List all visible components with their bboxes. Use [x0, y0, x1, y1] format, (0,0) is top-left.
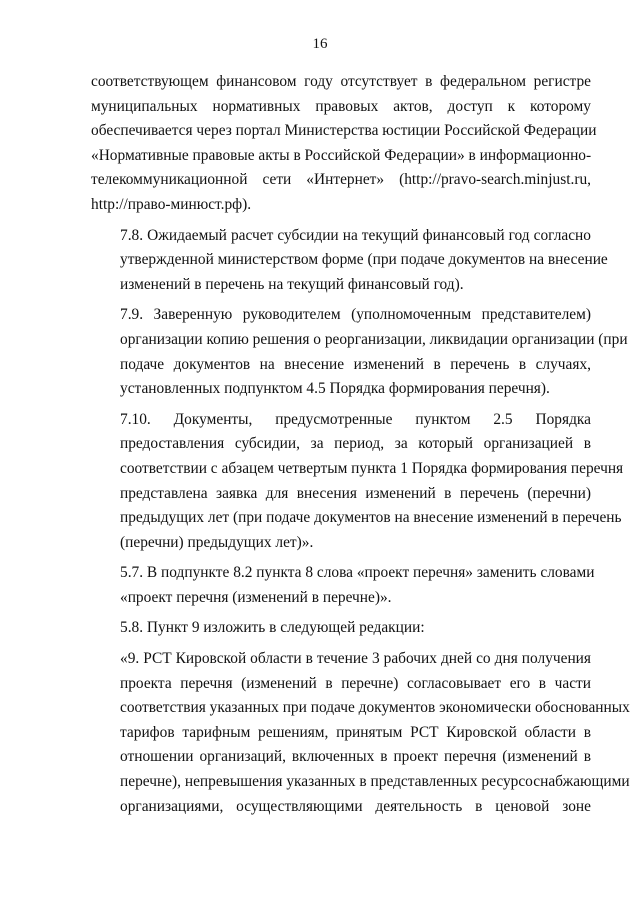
text-line: соответствии с абзацем четвертым пункта 1 Порядка формирования перечня: [120, 459, 624, 477]
text-line: 7.10. Документы, предусмотренные пунктом 2.5 Порядка: [120, 410, 591, 428]
text-line: обеспечивается через портал Министерства юстиции Российской Федерации: [91, 122, 597, 140]
text-line: перечне), непревышения указанных в представленных ресурсоснабжающими: [120, 773, 630, 791]
paragraph-7-9: [91, 303, 628, 401]
text-line: соответствующем финансовом году отсутствует в федеральном регистре: [91, 73, 591, 90]
text-line: предоставления субсидии, за период, за который организацией в: [120, 435, 591, 453]
text-line: организациями, осуществляющими деятельность в ценовой зоне: [120, 797, 591, 815]
text-line: «9. РСТ Кировской области в течение 3 рабочих дней со дня получения: [120, 650, 591, 668]
text-line: «Нормативные правовые акты в Российской Федерации» в информационно-: [91, 146, 592, 164]
text-line: утвержденной министерством форме (при подаче документов на внесение: [120, 251, 608, 269]
paragraph-7-10: [91, 408, 624, 556]
paragraph-5-7: [91, 561, 595, 610]
text-line: http://право-минюст.рф).: [91, 195, 252, 213]
text-line: тарифов тарифным решениям, принятым РСТ Кировской области в: [120, 723, 591, 741]
paragraph-9: [91, 647, 630, 819]
paragraph-registry-continuation: [91, 70, 597, 218]
text-line: предыдущих лет (при подаче документов на внесение изменений в перечень: [120, 509, 622, 527]
text-line: отношении организаций, включенных в проект перечня (изменений в: [120, 748, 591, 766]
text-line: «проект перечня (изменений в перечне)».: [120, 588, 392, 606]
text-line: муниципальных нормативных правовых актов, доступ к которому: [91, 97, 591, 115]
text-line: изменений в перечень на текущий финансовый год).: [120, 275, 464, 293]
text-line: организации копию решения о реорганизации, ликвидации организации (при: [120, 330, 628, 348]
text-line: соответствия указанных при подаче документов экономически обоснованных: [120, 699, 630, 717]
text-line: 7.8. Ожидаемый расчет субсидии на текущий финансовый год согласно: [120, 226, 591, 244]
page-number: 16: [312, 36, 328, 52]
text-line: установленных подпунктом 4.5 Порядка формирования перечня).: [120, 380, 550, 398]
text-line: подаче документов на внесение изменений в перечень в случаях,: [120, 355, 591, 373]
text-line: 7.9. Заверенную руководителем (уполномоченным представителем): [120, 306, 591, 324]
text-line: проекта перечня (изменений в перечне) согласовывает его в части: [120, 674, 591, 692]
text-line: представлена заявка для внесения изменений в перечень (перечни): [120, 484, 591, 502]
document-body: [91, 70, 630, 825]
text-line: 5.8. Пункт 9 изложить в следующей редакции:: [120, 619, 425, 637]
text-line: 5.7. В подпункте 8.2 пункта 8 слова «проект перечня» заменить словами: [120, 564, 595, 582]
text-line: телекоммуникационной сети «Интернет» (http://pravo-search.minjust.ru,: [91, 171, 591, 189]
paragraph-7-8: [91, 224, 608, 298]
text-line: (перечни) предыдущих лет)».: [120, 533, 314, 551]
paragraph-5-8: [91, 616, 591, 641]
